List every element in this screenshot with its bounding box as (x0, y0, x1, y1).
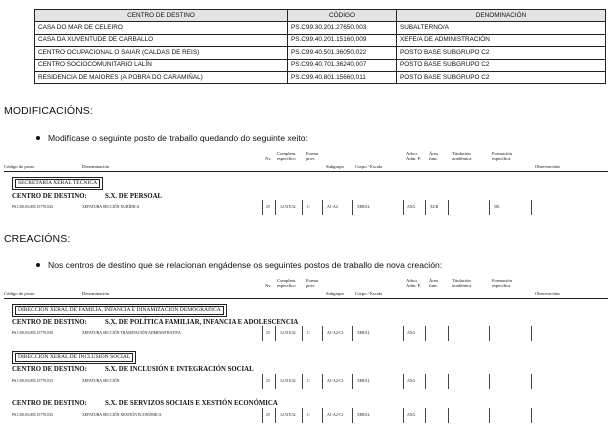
cell-centro: CENTRO SOCIOCOMUNITARIO LALÍN (35, 59, 288, 71)
divider (425, 326, 426, 341)
divider (403, 200, 404, 215)
modificacions-bullet-text: Modifícase o seguinte posto de traballo quedando do seguinte xeito: (48, 133, 308, 143)
cell-denominacion: POSTO BASE SUBGRUPO C2 (397, 71, 606, 83)
centro-destino-row (12, 400, 278, 407)
centro-value: S.X. DE SERVIZOS SOCIAIS E XESTIÓN ECONÓMICA (105, 400, 278, 407)
divider (531, 200, 532, 215)
header-adscr: Adscr. Adm. P. (406, 278, 421, 289)
posts-header (0, 278, 615, 304)
cell-complemento: 12.518,32 (280, 205, 296, 209)
cell-subgrupo: A1-A2-C1 (327, 331, 344, 335)
divider (275, 374, 276, 389)
divider (302, 200, 303, 215)
divider (302, 374, 303, 389)
divider (531, 374, 532, 389)
header-nivel: Nv. (265, 156, 272, 161)
divider (302, 408, 303, 423)
header-subgrupo: Subgrupo (326, 291, 344, 296)
cell-subgrupo: A1-A2 (327, 205, 338, 209)
header-formacion: Formación específica (492, 278, 512, 289)
divider (403, 408, 404, 423)
modificacions-heading: MODIFICACIÓNS: (4, 105, 93, 117)
divider (352, 326, 353, 341)
header-corpo: Corpo / Escala (355, 291, 383, 296)
centres-table-header (35, 10, 606, 22)
header-titulacion: Titulación académica (452, 278, 472, 289)
divider (275, 326, 276, 341)
divider (448, 200, 449, 215)
header-observacions: Observacións (535, 164, 561, 169)
centro-label: CENTRO DE DESTINO: (12, 366, 87, 373)
cell-denominacion: POSTO BASE SUBGRUPO C2 (397, 59, 606, 71)
divider (489, 326, 490, 341)
cell-codigo: PS.C00.03.003.15770.033 (12, 379, 53, 383)
cell-forma: C (307, 331, 310, 335)
cell-corpo: XERAL (357, 379, 370, 383)
table-row (0, 203, 615, 212)
header-rule (4, 171, 608, 172)
divider (489, 200, 490, 215)
cell-codigo: PS.C00.03.003.15770.043 (12, 205, 53, 209)
header-corpo: Corpo / Escala (355, 164, 383, 169)
cell-codigo: PS.C00.03.003.15770.035 (12, 413, 53, 417)
divider (322, 408, 323, 423)
divider (322, 326, 323, 341)
header-area: Área func. (429, 278, 439, 289)
cell-codigo: PS.C99.30.201.27650,003 (288, 22, 397, 34)
centro-destino-row (12, 319, 299, 326)
section-label: DIRECCIÓN XERAL DE INCLUSIÓN SOCIAL (12, 351, 136, 364)
divider (275, 408, 276, 423)
cell-adscr: AXG (407, 331, 416, 335)
header-observacions: Observacións (535, 291, 561, 296)
cell-corpo: XERAL (357, 205, 370, 209)
creacions-bullet (36, 260, 442, 270)
divider (262, 374, 263, 389)
column-header-codigo: CÓDIGO (288, 10, 397, 22)
divider (262, 408, 263, 423)
header-nivel: Nv. (265, 283, 272, 288)
cell-nivel: 25 (266, 205, 270, 209)
cell-forma: C (307, 379, 310, 383)
cell-denominacion: XEFATURA SECCIÓN (82, 379, 120, 383)
cell-denominacion: XEFATURA SECCIÓN XESTIÓN ECONÓMICA (82, 413, 162, 417)
header-formacion: Formación específica (492, 151, 512, 162)
header-forma: Forma prov. (306, 278, 318, 289)
cell-complemento: 12.518,32 (280, 413, 296, 417)
header-adscr: Adscr. Adm. P. (406, 151, 421, 162)
cell-denominacion: POSTO BASE SUBGRUPO C2 (397, 47, 606, 59)
divider (262, 326, 263, 341)
divider (531, 408, 532, 423)
centro-destino-row (12, 193, 163, 200)
creacions-bullet-text: Nos centros de destino que se relacionan engádense os seguintes postos de traballo de nova creación: (48, 260, 443, 270)
centro-label: CENTRO DE DESTINO: (12, 400, 87, 407)
cell-codigo: PS.C99.40.501.36050,022 (288, 47, 397, 59)
table-row (35, 71, 606, 83)
table-row (0, 329, 615, 338)
divider (302, 326, 303, 341)
cell-codigo: PS.C00.03.003.15770.030 (12, 331, 53, 335)
divider (403, 374, 404, 389)
centro-value: S.X. DE PERSOAL (105, 193, 163, 200)
divider (403, 326, 404, 341)
divider (425, 200, 426, 215)
header-codigo: Código do posto (4, 164, 35, 169)
cell-complemento: 12.518,32 (280, 331, 296, 335)
divider (322, 200, 323, 215)
cell-subgrupo: A1-A2-C1 (327, 379, 344, 383)
centro-destino-row (12, 366, 254, 373)
centro-label: CENTRO DE DESTINO: (12, 193, 87, 200)
centro-value: S.X. DE POLÍTICA FAMILIAR, INFANCIA E ADOLESCENCIA (105, 319, 299, 326)
cell-nivel: 25 (266, 413, 270, 417)
divider (489, 408, 490, 423)
divider (448, 326, 449, 341)
cell-denominacion: SUBALTERNO/A (397, 22, 606, 34)
cell-corpo: XERAL (357, 413, 370, 417)
divider (448, 408, 449, 423)
header-subgrupo: Subgrupo (326, 164, 344, 169)
cell-complemento: 12.518,32 (280, 379, 296, 383)
modificacions-bullet (36, 133, 308, 143)
divider (322, 374, 323, 389)
cell-codigo: PS.C99.40.801.15660,011 (288, 71, 397, 83)
header-denominacion: Denominación (82, 164, 110, 169)
table-row (35, 47, 606, 59)
header-forma: Forma prov. (306, 151, 318, 162)
section-label: DIRECCIÓN XERAL DE FAMILIA, INFANCIA E DINAMIZACIÓN DEMOGRÁFICA (12, 304, 227, 317)
bullet-icon (36, 263, 40, 267)
cell-codigo: PS.C99.40.201.15160,009 (288, 34, 397, 46)
column-header-denominacion: DENOMINACIÓN (397, 10, 606, 22)
cell-centro: CASA DO MAR DE CELEIRO (35, 22, 288, 34)
table-row (0, 377, 615, 386)
cell-denominacion: XEFATURA SECCIÓN XURÍDICA (82, 205, 140, 209)
cell-nivel: 25 (266, 379, 270, 383)
header-complemento: Complem. específico (277, 151, 297, 162)
cell-adscr: AXG (407, 413, 416, 417)
cell-adscr: AXG (407, 205, 416, 209)
cell-corpo: XERAL (357, 331, 370, 335)
divider (352, 374, 353, 389)
table-row (35, 22, 606, 34)
cell-forma: C (307, 205, 310, 209)
cell-codigo: PS.C99.40.701.36240,007 (288, 59, 397, 71)
creacions-heading: CREACIÓNS: (4, 233, 71, 245)
centres-table (34, 9, 606, 84)
header-complemento: Complem. específico (277, 278, 297, 289)
bullet-icon (36, 136, 40, 140)
divider (489, 374, 490, 389)
cell-formacion: 581 (494, 205, 500, 209)
divider (262, 200, 263, 215)
table-row (35, 34, 606, 46)
cell-denominacion: XEFE/A DE ADMINISTRACIÓN (397, 34, 606, 46)
header-codigo: Código do posto (4, 291, 35, 296)
header-area: Área func. (429, 151, 439, 162)
table-row (0, 411, 615, 420)
cell-centro: CASA DA XUVENTUDE DE CARBALLO (35, 34, 288, 46)
cell-denominacion: XEFATURA SECCIÓN TRAMITACIÓN ADMINISTRATIVA (82, 331, 181, 335)
table-row (35, 59, 606, 71)
header-titulacion: Titulación académica (452, 151, 472, 162)
cell-centro: RESIDENCIA DE MAIORES (A POBRA DO CARAMIÑAL) (35, 71, 288, 83)
divider (531, 326, 532, 341)
cell-area: XUR (430, 205, 439, 209)
divider (425, 408, 426, 423)
header-denominacion: Denominación (82, 291, 110, 296)
section-label: SECRETARÍA XERAL TÉCNICA (12, 177, 103, 190)
header-rule (4, 298, 608, 299)
divider (352, 200, 353, 215)
divider (448, 374, 449, 389)
cell-centro: CENTRO OCUPACIONAL O SAIAR (CALDAS DE REIS) (35, 47, 288, 59)
cell-forma: C (307, 413, 310, 417)
centro-label: CENTRO DE DESTINO: (12, 319, 87, 326)
divider (425, 374, 426, 389)
cell-adscr: AXG (407, 379, 416, 383)
column-header-centro: CENTRO DE DESTINO (35, 10, 288, 22)
centro-value: S.X. DE INCLUSIÓN E INTEGRACIÓN SOCIAL (105, 366, 254, 373)
cell-subgrupo: A1-A2-C1 (327, 413, 344, 417)
divider (352, 408, 353, 423)
posts-header (0, 151, 615, 177)
cell-nivel: 25 (266, 331, 270, 335)
divider (275, 200, 276, 215)
